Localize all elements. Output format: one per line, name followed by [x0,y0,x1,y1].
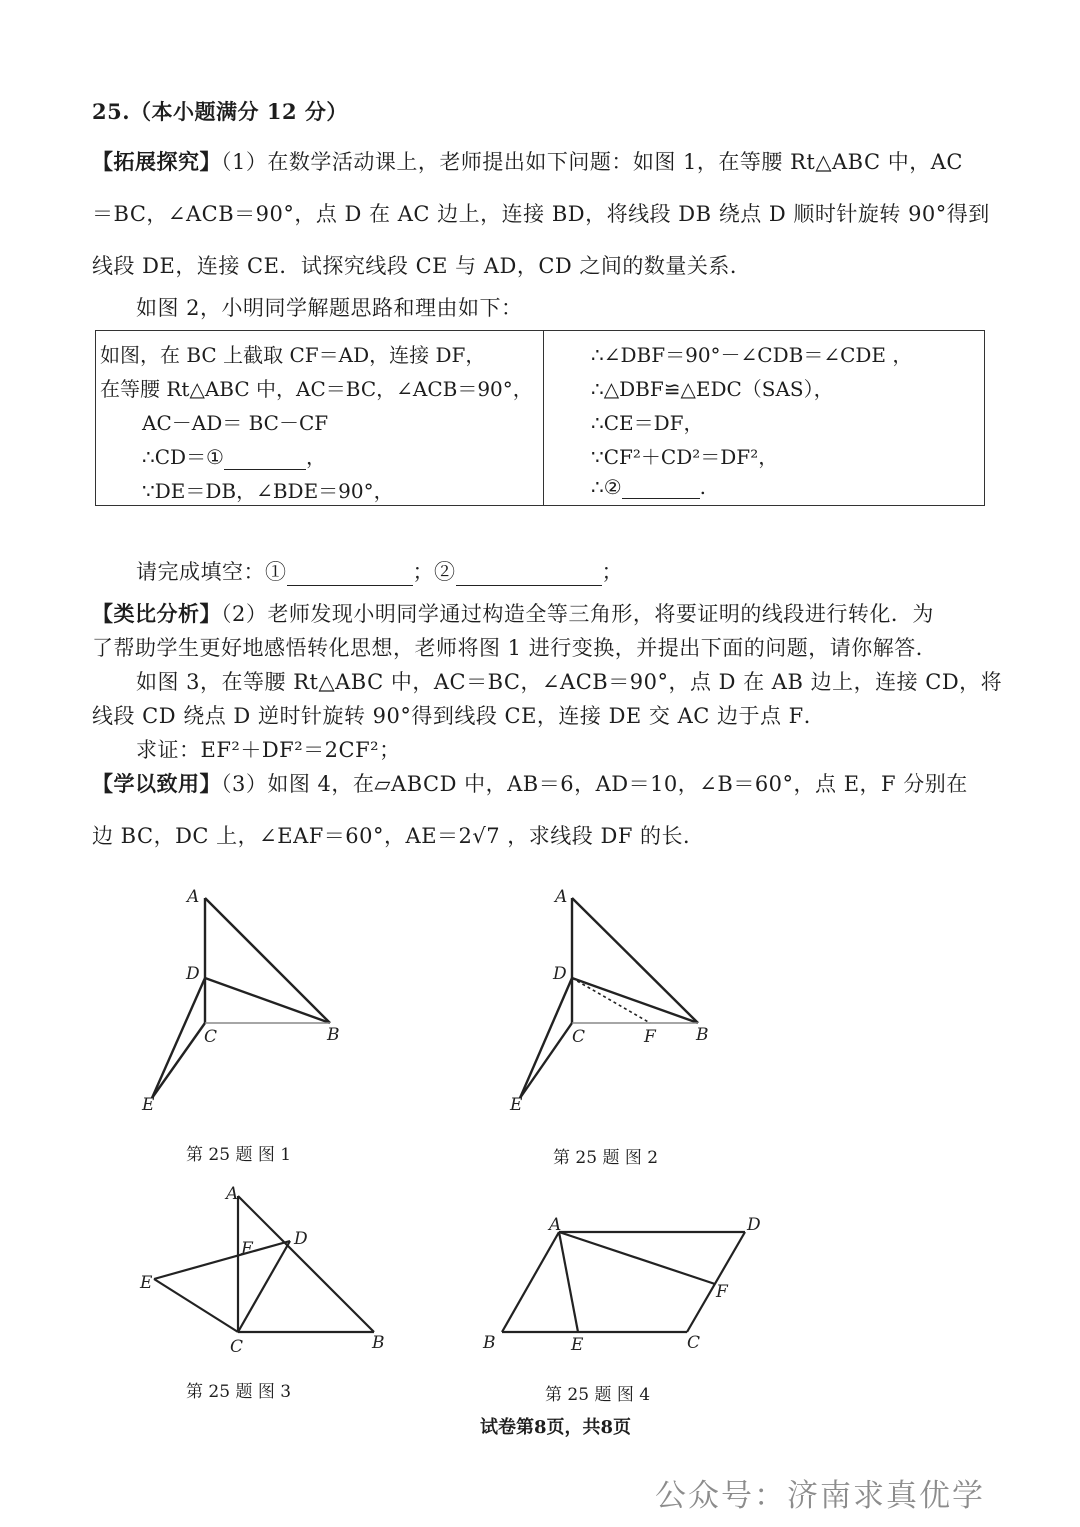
part2-line3: 如图 3，在等腰 Rt△ABC 中，AC＝BC，∠ACB＝90°，点 D 在 AB 边上，连接 CD，将 [136,670,1003,694]
part2-text-1: （2）老师发现小明同学通过构造全等三角形，将要证明的线段进行转化．为 [221,602,934,626]
part1-line4: 如图 2，小明同学解题思路和理由如下： [136,296,523,320]
part1-line3: 线段 DE，连接 CE．试探究线段 CE 与 AD，CD 之间的数量关系． [92,254,752,278]
part1-tag: 【拓展探究】 [92,149,221,174]
fig1-seg-de [152,978,205,1098]
watermark: 公众号：济南求真优学 [655,1478,985,1514]
part3-line1 [92,768,968,798]
box-left-1: 如图，在 BC 上截取 CF＝AD，连接 DF， [100,343,486,367]
fig4-label-a: A [549,1215,562,1235]
fig3-seg-ec [154,1279,238,1332]
fig2-seg-db [572,978,698,1023]
fig2-label-b: B [696,1025,709,1045]
blank-2-inline [622,478,700,499]
fill-line [136,556,623,586]
fig3-label-d: D [294,1229,308,1249]
fig2-seg-de [520,978,572,1098]
part1-text-1: （1）在数学活动课上，老师提出如下问题：如图 1，在等腰 Rt△ABC 中，AC [221,150,963,174]
box-right-3: ∴CE＝DF， [591,411,704,435]
box-left-3: AC－AD＝ BC－CF [142,411,329,435]
box-left-4: ∴CD＝① ， [142,445,326,469]
fig3-seg-ab [238,1196,374,1332]
part1-line1 [92,146,963,176]
fig2-seg-ce [520,1023,572,1098]
box-right-5-text: ∴② [591,475,622,499]
part2-line5: 求证：EF²＋DF²＝2CF²； [136,738,401,762]
fig4-seg-ab [502,1232,559,1332]
part2-line2: 了帮助学生更好地感悟转化思想，老师将图 1 进行变换，并提出下面的问题，请你解答． [92,636,938,660]
part3-tag: 【学以致用】 [92,771,221,796]
fig3-seg-ed [154,1241,290,1279]
figure-2 [500,878,740,1118]
fig4-seg-ae [559,1232,578,1332]
fig4-seg-af [559,1232,715,1284]
solution-box [95,330,985,506]
fig1-seg-ce [152,1023,205,1098]
box-right-5: ∴② . [591,475,707,499]
part1-line2: ＝BC，∠ACB＝90°，点 D 在 AC 边上，连接 BD，将线段 DB 绕点 D 顺时针旋转 90°得到 [92,202,990,226]
fig3-label-f: F [241,1239,253,1259]
fig1-label-c: C [204,1027,218,1047]
fig4-caption: 第 25 题 图 4 [545,1385,651,1405]
fig1-label-e: E [142,1095,155,1115]
fig3-label-b: B [372,1333,385,1353]
figure-4 [475,1208,775,1358]
fig1-caption: 第 25 题 图 1 [186,1145,292,1165]
box-divider [543,331,544,505]
box-right-2: ∴△DBF≌△EDC（SAS）， [591,377,834,401]
fill-prompt: 请完成填空：① [136,560,287,584]
fig1-label-d: D [186,964,200,984]
fig1-label-b: B [327,1025,340,1045]
fig4-label-e: E [571,1335,584,1355]
box-left-4-text: ∴CD＝① [142,445,224,469]
blank-1-inline [224,449,306,470]
fig2-label-e: E [510,1095,523,1115]
box-right-1: ∴∠DBF＝90°－∠CDB＝∠CDE ， [591,343,913,367]
fig1-label-a: A [187,887,200,907]
fig2-label-a: A [555,887,568,907]
fig3-caption: 第 25 题 图 3 [186,1382,292,1402]
part3-text-1: （3）如图 4，在▱ABCD 中，AB＝6，AD＝10，∠B＝60°，点 E，F 分别在 [221,772,968,796]
fig4-label-d: D [747,1215,761,1235]
page-footer: 试卷第8页，共8页 [480,1417,632,1438]
figure-3 [130,1178,400,1358]
fig4-label-c: C [687,1333,701,1353]
fig2-seg-ab [572,898,698,1023]
fill-end: ； [601,560,623,584]
fill-blank-2[interactable] [456,565,602,586]
fig3-label-a: A [226,1184,239,1204]
fig2-label-f: F [644,1027,656,1047]
fig3-label-c: C [230,1337,244,1357]
part2-line1 [92,598,934,628]
fill-sep: ；② [412,560,456,584]
fig1-seg-ab [205,898,330,1023]
question-header: 25.（本小题满分 12 分） [92,99,348,124]
box-left-5: ∵DE＝DB，∠BDE＝90°， [142,479,394,503]
box-left-2: 在等腰 Rt△ABC 中，AC＝BC，∠ACB＝90°， [100,377,533,401]
fig2-caption: 第 25 题 图 2 [553,1148,659,1168]
fig2-label-d: D [553,964,567,984]
fig4-label-b: B [483,1333,496,1353]
figure-1 [130,878,370,1118]
fig3-label-e: E [140,1273,153,1293]
part2-tag: 【类比分析】 [92,601,221,626]
fig1-seg-db [205,978,330,1023]
part2-line4: 线段 CD 绕点 D 逆时针旋转 90°得到线段 CE，连接 DE 交 AC 边于点 F． [92,704,826,728]
fig2-label-c: C [572,1027,586,1047]
box-right-4: ∵CF²＋CD²＝DF²， [591,445,779,469]
fig4-label-f: F [716,1282,728,1302]
fill-blank-1[interactable] [287,565,413,586]
part3-line2: 边 BC，DC 上，∠EAF＝60°，AE＝2√7 ，求线段 DF 的长． [92,824,705,848]
